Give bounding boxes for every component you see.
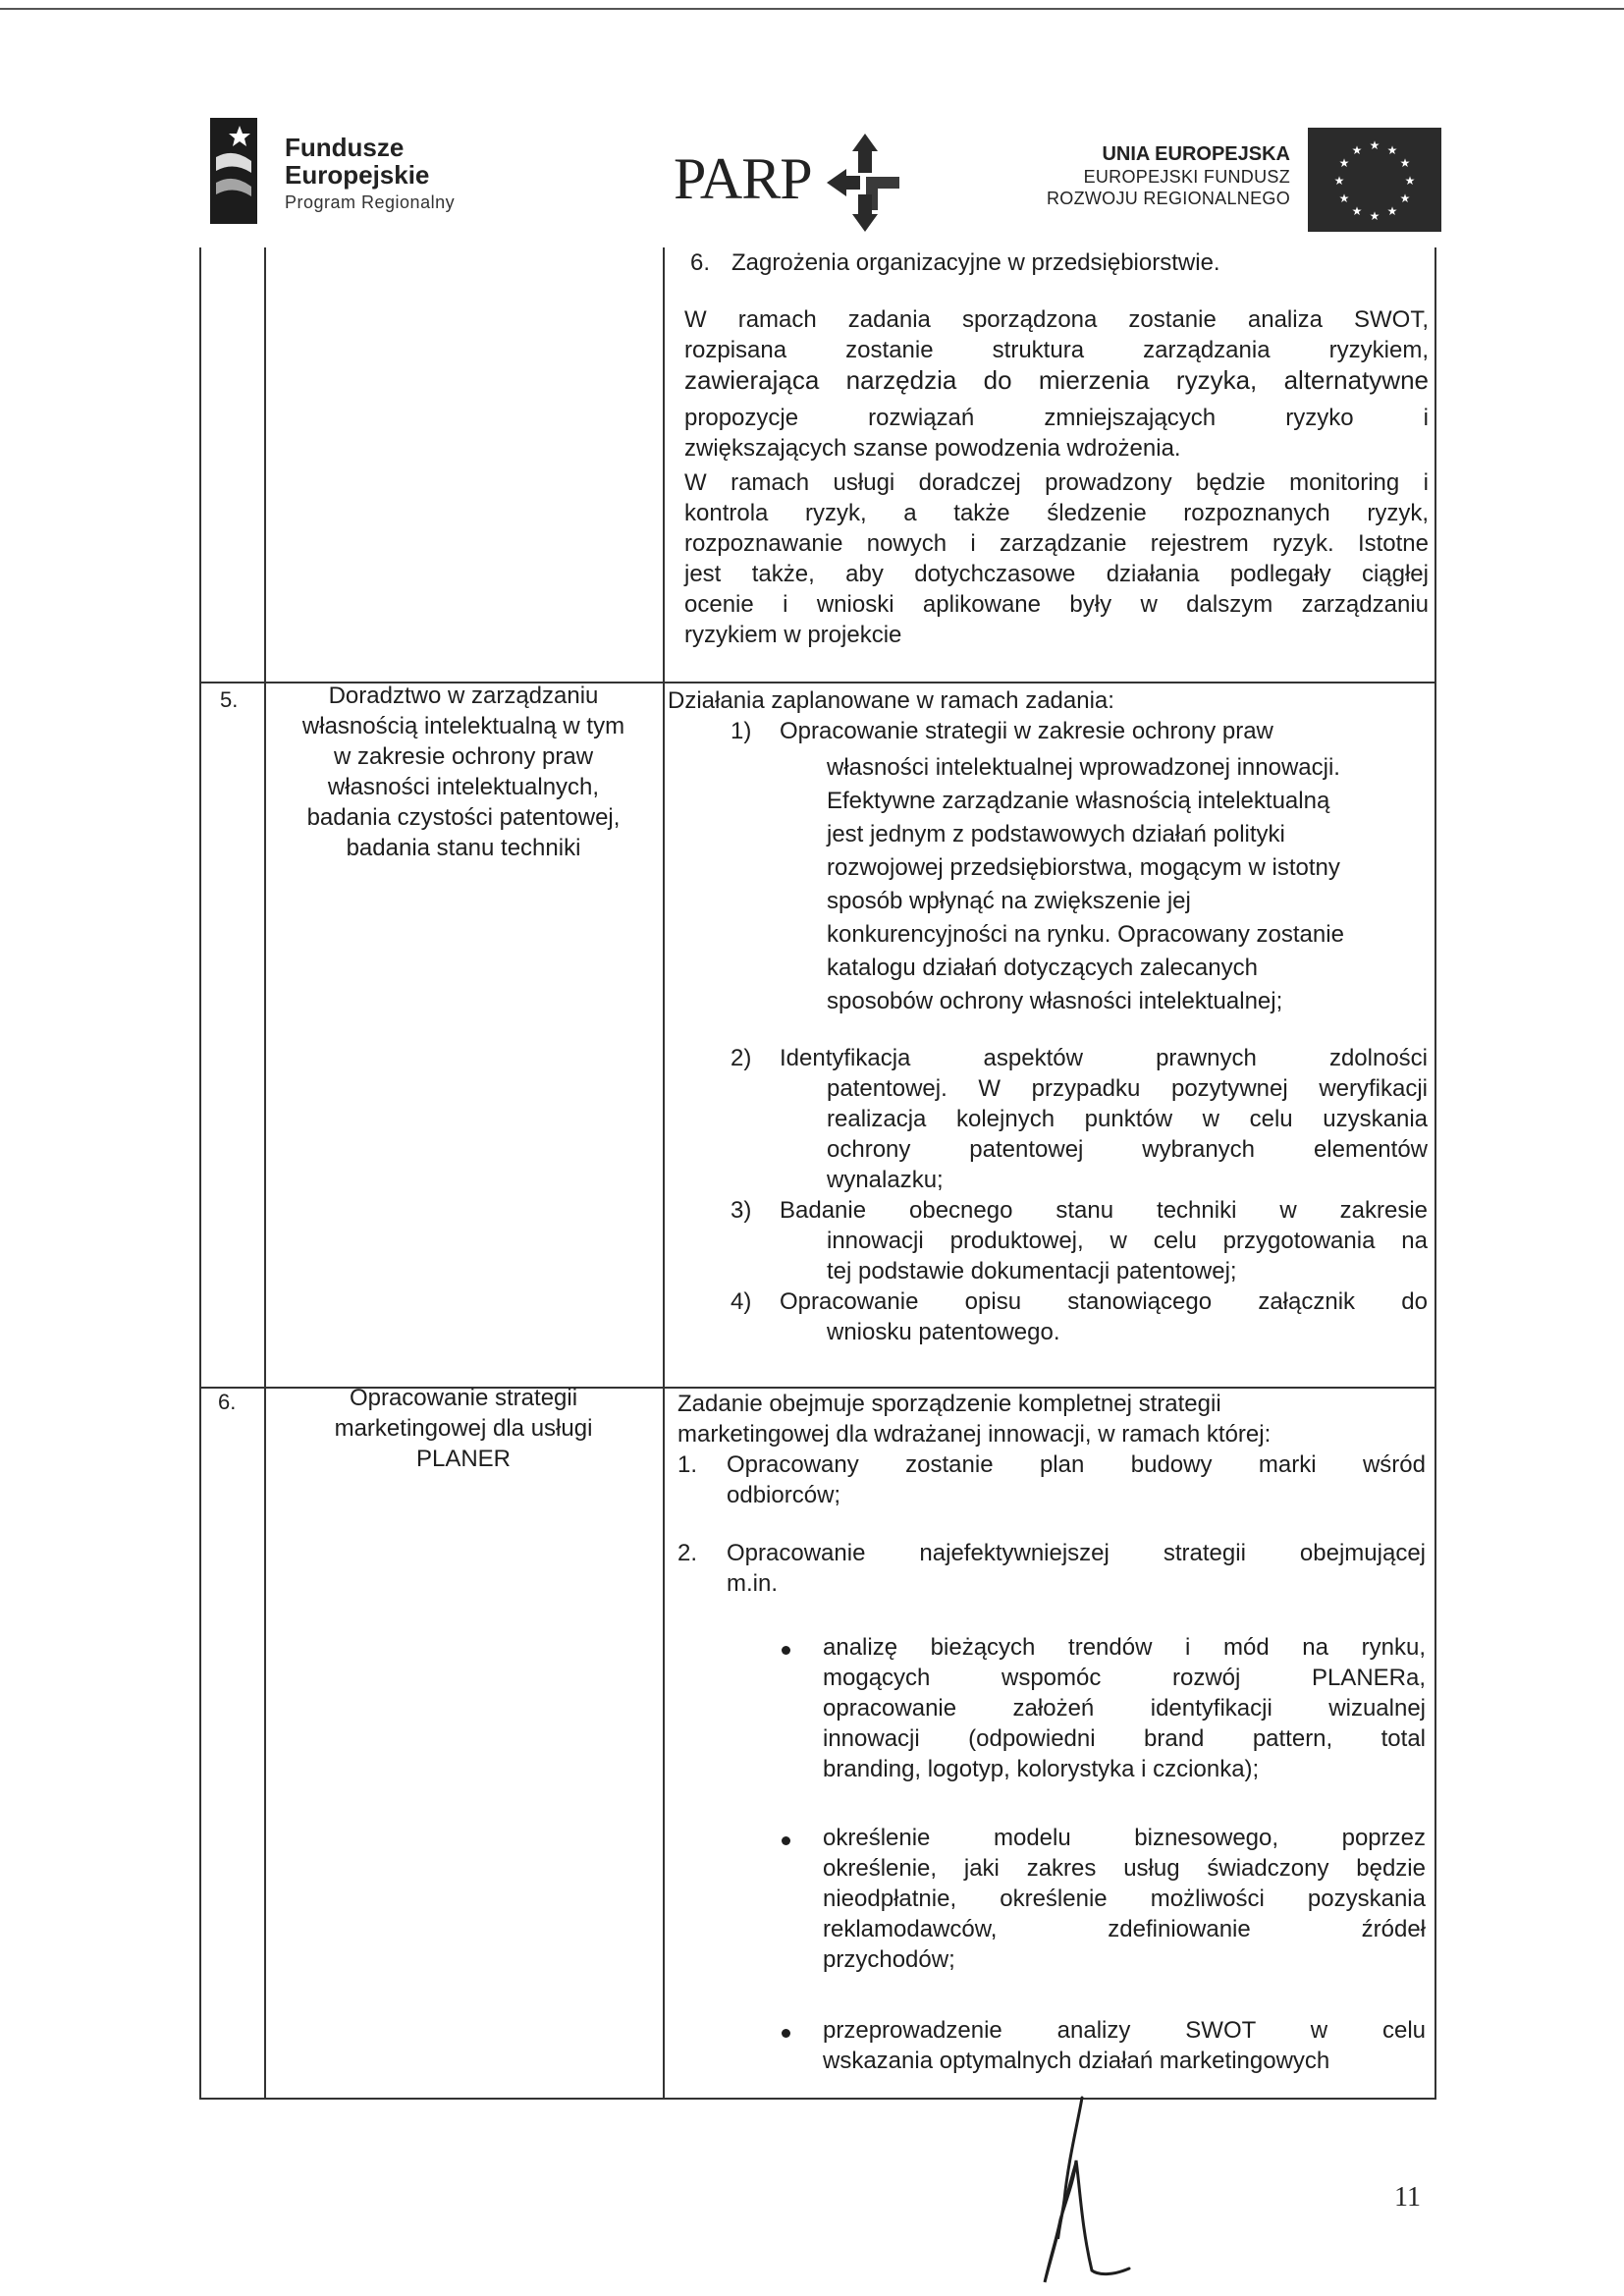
row6-bullet3-line: przeprowadzenie analizy SWOT w celu bbox=[823, 2017, 1426, 2044]
table-col-divider-2 bbox=[663, 247, 665, 2100]
row5-title-line: własności intelektualnych, bbox=[327, 774, 600, 800]
svg-text:★: ★ bbox=[1351, 143, 1363, 157]
row5-item1-line: konkurencyjności na rynku. Opracowany zostanie bbox=[827, 921, 1344, 948]
row6-item2-first: Opracowanie najefektywniejszej strategii obejmującej bbox=[727, 1540, 1426, 1566]
cont-para1-line: propozycje rozwiązań zmniejszających ryzyko i bbox=[684, 405, 1429, 431]
row6-bullet2-line: określenie, jaki zakres usług świadczony będzie bbox=[823, 1855, 1426, 1882]
svg-text:★: ★ bbox=[1369, 209, 1380, 223]
row6-bullet1-last: branding, logotyp, kolorystyka i czcionka); bbox=[823, 1756, 1260, 1782]
row5-item2-line: patentowej. W przypadku pozytywnej weryfikacji bbox=[827, 1075, 1428, 1102]
parp-logo-text: PARP bbox=[674, 146, 812, 211]
cont-para2-line: W ramach usługi doradczej prowadzony będzie monitoring i bbox=[684, 469, 1429, 496]
page-top-rule bbox=[0, 8, 1624, 10]
row5-title-line: własnością intelektualną w tym bbox=[301, 713, 625, 739]
fe-title-line2: Europejskie bbox=[285, 160, 430, 190]
row5-item1-line: katalogu działań dotyczących zalecanych bbox=[827, 955, 1258, 981]
ue-title: UNIA EUROPEJSKA bbox=[1102, 143, 1290, 165]
cont-para2-line: jest także, aby dotychczasowe działania podlegały ciągłej bbox=[684, 561, 1429, 587]
row6-bullet1-line: innowacji (odpowiedni brand pattern, total bbox=[823, 1725, 1426, 1752]
cont-para1-line: zawierająca narzędzia do mierzenia ryzyka, alternatywne bbox=[684, 365, 1429, 395]
row6-bullet1-line: mogących wspomóc rozwój PLANERa, bbox=[823, 1665, 1426, 1691]
row5-item4-last: wniosku patentowego. bbox=[827, 1319, 1060, 1345]
table-col-divider-1 bbox=[264, 247, 266, 2100]
row5-item3-last: tej podstawie dokumentacji patentowej; bbox=[827, 1258, 1237, 1285]
row5-item4-num: 4) bbox=[731, 1288, 752, 1315]
row6-bullet2-line: nieodpłatnie, określenie możliwości pozyskania bbox=[823, 1886, 1426, 1912]
row5-item2-num: 2) bbox=[731, 1045, 752, 1071]
fundusze-europejskie-label bbox=[285, 134, 455, 213]
svg-text:★: ★ bbox=[1338, 156, 1350, 170]
fundusze-europejskie-logo-icon bbox=[210, 118, 257, 224]
row5-item1-line: własności intelektualnej wprowadzonej innowacji. bbox=[827, 754, 1340, 781]
cont-para2-last: ryzykiem w projekcie bbox=[684, 622, 902, 648]
cont-para1-last: zwiększających szanse powodzenia wdrożenia. bbox=[684, 435, 1181, 462]
table-border-bottom bbox=[199, 2098, 1436, 2100]
signature-mark bbox=[1021, 2092, 1139, 2288]
table-border-left bbox=[199, 247, 201, 2100]
page-number: 11 bbox=[1394, 2182, 1421, 2213]
row5-item3-num: 3) bbox=[731, 1197, 752, 1224]
eu-flag-icon bbox=[1308, 128, 1441, 232]
bullet-icon bbox=[782, 1836, 790, 1845]
row5-item3-first: Badanie obecnego stanu techniki w zakresie bbox=[780, 1197, 1428, 1224]
row6-bullet2-last: przychodów; bbox=[823, 1946, 955, 1973]
row5-intro: Działania zaplanowane w ramach zadania: bbox=[668, 687, 1114, 714]
row6-number: 6. bbox=[218, 1390, 237, 1414]
svg-text:★: ★ bbox=[1369, 138, 1380, 152]
svg-text:★: ★ bbox=[1338, 191, 1350, 205]
row6-bullet2-line: reklamodawców, zdefiniowanie źródeł bbox=[823, 1916, 1426, 1942]
row5-item2-line: realizacja kolejnych punktów w celu uzyskania bbox=[827, 1106, 1428, 1132]
row6-bullet2-line: określenie modelu biznesowego, poprzez bbox=[823, 1825, 1426, 1851]
svg-text:★: ★ bbox=[1333, 174, 1345, 188]
row6-bullet1-line: opracowanie założeń identyfikacji wizualnej bbox=[823, 1695, 1426, 1722]
svg-text:★: ★ bbox=[1386, 204, 1398, 218]
svg-text:★: ★ bbox=[1404, 174, 1416, 188]
row5-item3-line: innowacji produktowej, w celu przygotowania na bbox=[827, 1228, 1428, 1254]
row5-title-line: badania czystości patentowej, bbox=[306, 804, 621, 831]
row6-item1-first: Opracowany zostanie plan budowy marki wśród bbox=[727, 1451, 1426, 1478]
bullet-icon bbox=[782, 1646, 790, 1655]
ue-fund-line2: ROZWOJU REGIONALNEGO bbox=[1046, 189, 1290, 208]
row5-item1-line: jest jednym z podstawowych działań polityki bbox=[827, 821, 1285, 847]
row5-title bbox=[269, 681, 658, 863]
row6-item1-num: 1. bbox=[677, 1451, 698, 1478]
cont-item6-text: Zagrożenia organizacyjne w przedsiębiorstwie. bbox=[731, 249, 1220, 276]
row5-item2-first: Identyfikacja aspektów prawnych zdolności bbox=[780, 1045, 1428, 1071]
row5-item1-line: sposobów ochrony własności intelektualnej; bbox=[827, 988, 1283, 1014]
row5-item1-line: Efektywne zarządzanie własnością intelektualną bbox=[827, 788, 1330, 814]
cont-para1-line: W ramach zadania sporządzona zostanie analiza SWOT, bbox=[684, 306, 1429, 333]
row6-item2-last: m.in. bbox=[727, 1570, 779, 1597]
cont-para2-line: ocenie i wnioski aplikowane były w dalszym zarządzaniu bbox=[684, 591, 1429, 618]
cont-item6-num: 6. bbox=[690, 249, 711, 276]
svg-text:★: ★ bbox=[1386, 143, 1398, 157]
row5-title-line: badania stanu techniki bbox=[346, 835, 581, 861]
ue-label bbox=[1047, 142, 1290, 209]
svg-text:★: ★ bbox=[1351, 204, 1363, 218]
bullet-icon bbox=[782, 2029, 790, 2038]
row5-item1-num: 1) bbox=[731, 718, 752, 744]
cont-para2-line: kontrola ryzyk, a także śledzenie rozpoznanych ryzyk, bbox=[684, 500, 1429, 526]
row5-item2-line: ochrony patentowej wybranych elementów bbox=[827, 1136, 1428, 1163]
cont-para2-line: rozpoznawanie nowych i zarządzanie rejestrem ryzyk. Istotne bbox=[684, 530, 1429, 557]
row5-title-line: Doradztwo w zarządzaniu bbox=[328, 683, 599, 709]
row6-bullet3-last: wskazania optymalnych działań marketingowych bbox=[823, 2048, 1330, 2074]
row5-item4-first: Opracowanie opisu stanowiącego załącznik do bbox=[780, 1288, 1428, 1315]
row5-item1-line: sposób wpłynąć na zwiększenie jej bbox=[827, 888, 1191, 914]
row5-item1-first: Opracowanie strategii w zakresie ochrony praw bbox=[780, 718, 1273, 744]
ue-fund-line1: EUROPEJSKI FUNDUSZ bbox=[1083, 167, 1290, 187]
row6-item2-num: 2. bbox=[677, 1540, 698, 1566]
svg-text:★: ★ bbox=[1399, 156, 1411, 170]
row6-bullet1-line: analizę bieżących trendów i mód na rynku, bbox=[823, 1634, 1426, 1661]
fe-title-line1: Fundusze bbox=[285, 133, 405, 162]
row6-title-line: PLANER bbox=[415, 1446, 512, 1472]
row6-item1-last: odbiorców; bbox=[727, 1482, 841, 1508]
table-border-right bbox=[1435, 247, 1436, 2100]
row6-intro-line: marketingowej dla wdrażanej innowacji, w ramach której: bbox=[677, 1421, 1272, 1448]
fe-subtitle: Program Regionalny bbox=[285, 192, 456, 212]
row5-number: 5. bbox=[220, 687, 239, 712]
parp-logo-icon bbox=[827, 134, 903, 232]
cont-para1-line: rozpisana zostanie struktura zarządzania ryzykiem, bbox=[684, 337, 1429, 363]
row6-title-line: Opracowanie strategii bbox=[349, 1385, 578, 1411]
row6-intro-line: Zadanie obejmuje sporządzenie kompletnej strategii bbox=[677, 1391, 1221, 1417]
row6-title bbox=[269, 1383, 658, 1474]
row5-title-line: w zakresie ochrony praw bbox=[333, 743, 594, 770]
svg-text:★: ★ bbox=[1399, 191, 1411, 205]
row6-title-line: marketingowej dla usługi bbox=[334, 1415, 593, 1442]
row5-item2-last: wynalazku; bbox=[827, 1167, 944, 1193]
row5-item1-line: rozwojowej przedsiębiorstwa, mogącym w istotny bbox=[827, 854, 1340, 881]
